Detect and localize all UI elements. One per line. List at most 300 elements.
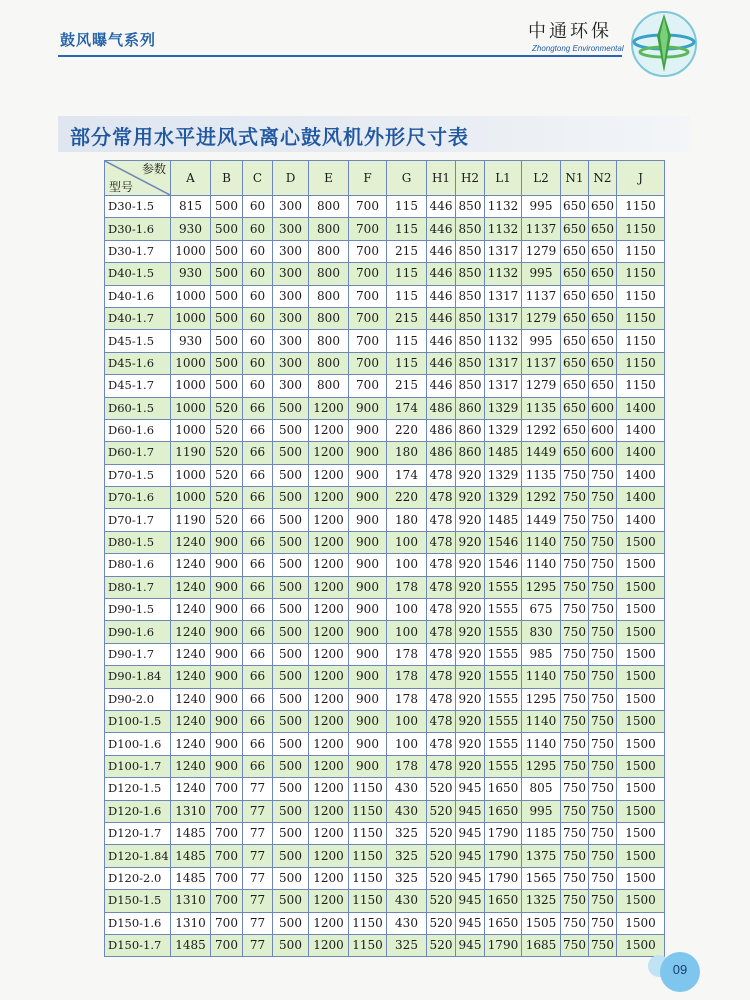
value-cell: 478: [427, 487, 456, 509]
value-cell: 1150: [617, 330, 665, 352]
value-cell: 66: [243, 419, 273, 441]
value-cell: 178: [387, 576, 427, 598]
value-cell: 1200: [309, 531, 349, 553]
value-cell: 1790: [485, 934, 522, 956]
value-cell: 650: [561, 240, 589, 262]
value-cell: 1150: [349, 867, 387, 889]
value-cell: 300: [273, 196, 309, 218]
value-cell: 520: [427, 822, 456, 844]
value-cell: 1295: [522, 688, 561, 710]
table-row: [105, 531, 665, 553]
value-cell: 1140: [522, 733, 561, 755]
model-cell: D60-1.5: [105, 397, 171, 419]
value-cell: 486: [427, 397, 456, 419]
value-cell: 900: [211, 531, 243, 553]
brand-name: 中通环保: [528, 21, 612, 42]
value-cell: 600: [589, 419, 617, 441]
value-cell: 650: [589, 285, 617, 307]
value-cell: 750: [561, 621, 589, 643]
value-cell: 945: [456, 890, 485, 912]
value-cell: 985: [522, 643, 561, 665]
model-cell: D30-1.5: [105, 196, 171, 218]
value-cell: 750: [561, 800, 589, 822]
value-cell: 900: [211, 666, 243, 688]
model-cell: D120-1.7: [105, 822, 171, 844]
table-row: [105, 554, 665, 576]
model-cell: D120-1.5: [105, 778, 171, 800]
value-cell: 1485: [171, 934, 211, 956]
value-cell: 1132: [485, 263, 522, 285]
value-cell: 750: [561, 643, 589, 665]
value-cell: 750: [561, 487, 589, 509]
value-cell: 520: [211, 487, 243, 509]
value-cell: 66: [243, 397, 273, 419]
value-cell: 800: [309, 285, 349, 307]
value-cell: 1000: [171, 240, 211, 262]
value-cell: 800: [309, 240, 349, 262]
value-cell: 1400: [617, 442, 665, 464]
value-cell: 650: [589, 196, 617, 218]
value-cell: 1200: [309, 397, 349, 419]
value-cell: 77: [243, 822, 273, 844]
value-cell: 700: [211, 800, 243, 822]
value-cell: 1150: [349, 800, 387, 822]
value-cell: 650: [561, 285, 589, 307]
value-cell: 945: [456, 912, 485, 934]
value-cell: 1200: [309, 710, 349, 732]
value-cell: 1295: [522, 576, 561, 598]
value-cell: 750: [589, 710, 617, 732]
value-cell: 300: [273, 307, 309, 329]
column-header: F: [349, 161, 387, 196]
value-cell: 446: [427, 240, 456, 262]
value-cell: 1292: [522, 419, 561, 441]
value-cell: 300: [273, 263, 309, 285]
value-cell: 430: [387, 800, 427, 822]
value-cell: 1200: [309, 487, 349, 509]
value-cell: 486: [427, 419, 456, 441]
value-cell: 500: [273, 599, 309, 621]
value-cell: 1240: [171, 755, 211, 777]
value-cell: 1000: [171, 397, 211, 419]
value-cell: 1505: [522, 912, 561, 934]
value-cell: 750: [589, 733, 617, 755]
value-cell: 850: [456, 263, 485, 285]
column-header: J: [617, 161, 665, 196]
value-cell: 1790: [485, 845, 522, 867]
value-cell: 1240: [171, 531, 211, 553]
value-cell: 1329: [485, 464, 522, 486]
value-cell: 900: [349, 554, 387, 576]
value-cell: 1137: [522, 352, 561, 374]
value-cell: 800: [309, 263, 349, 285]
model-cell: D150-1.5: [105, 890, 171, 912]
value-cell: 180: [387, 509, 427, 531]
value-cell: 500: [273, 710, 309, 732]
value-cell: 1150: [617, 263, 665, 285]
value-cell: 77: [243, 890, 273, 912]
table-row: [105, 666, 665, 688]
table-row: [105, 890, 665, 912]
value-cell: 178: [387, 688, 427, 710]
value-cell: 1500: [617, 845, 665, 867]
value-cell: 478: [427, 643, 456, 665]
value-cell: 930: [171, 218, 211, 240]
table-row: [105, 375, 665, 397]
model-cell: D80-1.6: [105, 554, 171, 576]
model-cell: D40-1.6: [105, 285, 171, 307]
value-cell: 1200: [309, 800, 349, 822]
value-cell: 520: [427, 845, 456, 867]
value-cell: 500: [211, 307, 243, 329]
value-cell: 650: [589, 263, 617, 285]
table-row: [105, 934, 665, 956]
value-cell: 325: [387, 934, 427, 956]
value-cell: 1325: [522, 890, 561, 912]
value-cell: 1449: [522, 442, 561, 464]
value-cell: 750: [561, 464, 589, 486]
value-cell: 1317: [485, 352, 522, 374]
value-cell: 900: [211, 755, 243, 777]
value-cell: 1546: [485, 531, 522, 553]
value-cell: 1500: [617, 800, 665, 822]
value-cell: 115: [387, 330, 427, 352]
model-cell: D120-1.84: [105, 845, 171, 867]
value-cell: 650: [561, 442, 589, 464]
value-cell: 750: [561, 755, 589, 777]
dimension-table: [104, 160, 665, 957]
value-cell: 900: [349, 733, 387, 755]
value-cell: 900: [349, 666, 387, 688]
value-cell: 650: [561, 218, 589, 240]
model-cell: D120-2.0: [105, 867, 171, 889]
value-cell: 100: [387, 710, 427, 732]
value-cell: 750: [589, 912, 617, 934]
value-cell: 900: [349, 755, 387, 777]
value-cell: 700: [211, 867, 243, 889]
value-cell: 178: [387, 666, 427, 688]
value-cell: 500: [211, 263, 243, 285]
value-cell: 650: [561, 263, 589, 285]
value-cell: 750: [589, 778, 617, 800]
value-cell: 850: [456, 375, 485, 397]
value-cell: 500: [273, 890, 309, 912]
section-title: 部分常用水平进风式离心鼓风机外形尺寸表: [70, 125, 469, 149]
table-row: [105, 464, 665, 486]
model-cell: D40-1.7: [105, 307, 171, 329]
value-cell: 700: [349, 263, 387, 285]
value-cell: 750: [589, 599, 617, 621]
value-cell: 995: [522, 800, 561, 822]
value-cell: 1500: [617, 778, 665, 800]
value-cell: 650: [561, 419, 589, 441]
value-cell: 1200: [309, 576, 349, 598]
value-cell: 900: [349, 419, 387, 441]
value-cell: 478: [427, 599, 456, 621]
value-cell: 77: [243, 845, 273, 867]
value-cell: 860: [456, 442, 485, 464]
value-cell: 1240: [171, 688, 211, 710]
value-cell: 900: [349, 621, 387, 643]
value-cell: 66: [243, 666, 273, 688]
model-cell: D150-1.6: [105, 912, 171, 934]
value-cell: 750: [561, 845, 589, 867]
value-cell: 478: [427, 576, 456, 598]
value-cell: 700: [349, 307, 387, 329]
value-cell: 1485: [485, 509, 522, 531]
value-cell: 1555: [485, 643, 522, 665]
value-cell: 750: [589, 688, 617, 710]
value-cell: 1279: [522, 307, 561, 329]
value-cell: 1000: [171, 419, 211, 441]
value-cell: 446: [427, 285, 456, 307]
value-cell: 650: [589, 330, 617, 352]
value-cell: 1200: [309, 755, 349, 777]
table-row: [105, 733, 665, 755]
value-cell: 1150: [617, 218, 665, 240]
value-cell: 750: [561, 666, 589, 688]
value-cell: 1200: [309, 643, 349, 665]
value-cell: 478: [427, 666, 456, 688]
value-cell: 60: [243, 263, 273, 285]
value-cell: 900: [211, 576, 243, 598]
value-cell: 650: [561, 196, 589, 218]
value-cell: 115: [387, 218, 427, 240]
company-logo-icon: [628, 8, 700, 80]
value-cell: 750: [589, 509, 617, 531]
value-cell: 920: [456, 621, 485, 643]
value-cell: 700: [349, 196, 387, 218]
value-cell: 700: [349, 285, 387, 307]
value-cell: 115: [387, 196, 427, 218]
value-cell: 500: [211, 330, 243, 352]
value-cell: 900: [211, 554, 243, 576]
table-row: [105, 599, 665, 621]
table-row: [105, 867, 665, 889]
value-cell: 446: [427, 375, 456, 397]
value-cell: 215: [387, 375, 427, 397]
value-cell: 478: [427, 621, 456, 643]
value-cell: 1329: [485, 419, 522, 441]
value-cell: 750: [561, 688, 589, 710]
value-cell: 700: [349, 352, 387, 374]
table-row: [105, 263, 665, 285]
value-cell: 1135: [522, 397, 561, 419]
value-cell: 520: [427, 778, 456, 800]
value-cell: 478: [427, 464, 456, 486]
table-header-row: [105, 161, 665, 196]
column-header: N1: [561, 161, 589, 196]
value-cell: 860: [456, 397, 485, 419]
value-cell: 300: [273, 240, 309, 262]
column-header: A: [171, 161, 211, 196]
value-cell: 66: [243, 688, 273, 710]
value-cell: 750: [589, 554, 617, 576]
value-cell: 1000: [171, 464, 211, 486]
table-row: [105, 330, 665, 352]
value-cell: 1565: [522, 867, 561, 889]
value-cell: 900: [211, 710, 243, 732]
value-cell: 1500: [617, 554, 665, 576]
value-cell: 920: [456, 464, 485, 486]
value-cell: 1555: [485, 599, 522, 621]
value-cell: 750: [561, 599, 589, 621]
model-cell: D100-1.7: [105, 755, 171, 777]
value-cell: 750: [589, 845, 617, 867]
value-cell: 100: [387, 599, 427, 621]
value-cell: 850: [456, 196, 485, 218]
value-cell: 478: [427, 733, 456, 755]
table-row: [105, 800, 665, 822]
value-cell: 945: [456, 845, 485, 867]
value-cell: 520: [211, 464, 243, 486]
model-cell: D45-1.5: [105, 330, 171, 352]
value-cell: 1132: [485, 196, 522, 218]
value-cell: 1200: [309, 912, 349, 934]
value-cell: 1140: [522, 554, 561, 576]
value-cell: 650: [589, 375, 617, 397]
value-cell: 1317: [485, 307, 522, 329]
value-cell: 478: [427, 688, 456, 710]
value-cell: 520: [427, 934, 456, 956]
value-cell: 220: [387, 487, 427, 509]
value-cell: 300: [273, 375, 309, 397]
value-cell: 650: [561, 330, 589, 352]
value-cell: 100: [387, 531, 427, 553]
value-cell: 900: [349, 509, 387, 531]
column-header: L1: [485, 161, 522, 196]
value-cell: 1200: [309, 599, 349, 621]
value-cell: 215: [387, 240, 427, 262]
model-cell: D120-1.6: [105, 800, 171, 822]
brand-subtitle: Zhongtong Environmental: [532, 44, 624, 53]
value-cell: 520: [427, 912, 456, 934]
table-row: [105, 419, 665, 441]
value-cell: 1555: [485, 666, 522, 688]
value-cell: 500: [211, 285, 243, 307]
value-cell: 1150: [617, 240, 665, 262]
value-cell: 700: [211, 822, 243, 844]
value-cell: 1500: [617, 643, 665, 665]
value-cell: 900: [349, 576, 387, 598]
value-cell: 1000: [171, 375, 211, 397]
value-cell: 1500: [617, 531, 665, 553]
table-row: [105, 778, 665, 800]
value-cell: 500: [273, 688, 309, 710]
value-cell: 650: [589, 218, 617, 240]
value-cell: 1240: [171, 599, 211, 621]
value-cell: 1200: [309, 867, 349, 889]
value-cell: 900: [349, 397, 387, 419]
value-cell: 700: [211, 845, 243, 867]
value-cell: 1240: [171, 643, 211, 665]
value-cell: 1240: [171, 576, 211, 598]
value-cell: 860: [456, 419, 485, 441]
value-cell: 995: [522, 263, 561, 285]
value-cell: 800: [309, 330, 349, 352]
value-cell: 1150: [349, 934, 387, 956]
model-cell: D70-1.7: [105, 509, 171, 531]
value-cell: 478: [427, 554, 456, 576]
corner-label-model: 型号: [109, 180, 134, 194]
value-cell: 900: [349, 599, 387, 621]
column-header: C: [243, 161, 273, 196]
column-header: L2: [522, 161, 561, 196]
value-cell: 600: [589, 442, 617, 464]
value-cell: 1200: [309, 890, 349, 912]
value-cell: 478: [427, 710, 456, 732]
value-cell: 1500: [617, 733, 665, 755]
value-cell: 430: [387, 778, 427, 800]
value-cell: 850: [456, 285, 485, 307]
value-cell: 920: [456, 554, 485, 576]
value-cell: 77: [243, 778, 273, 800]
value-cell: 1000: [171, 352, 211, 374]
value-cell: 700: [349, 240, 387, 262]
value-cell: 1150: [617, 375, 665, 397]
value-cell: 66: [243, 755, 273, 777]
value-cell: 750: [589, 531, 617, 553]
table-row: [105, 688, 665, 710]
table-row: [105, 442, 665, 464]
value-cell: 850: [456, 307, 485, 329]
value-cell: 1150: [349, 778, 387, 800]
value-cell: 945: [456, 800, 485, 822]
value-cell: 66: [243, 509, 273, 531]
value-cell: 446: [427, 352, 456, 374]
value-cell: 750: [589, 800, 617, 822]
value-cell: 800: [309, 196, 349, 218]
model-cell: D80-1.7: [105, 576, 171, 598]
value-cell: 1132: [485, 218, 522, 240]
value-cell: 920: [456, 688, 485, 710]
value-cell: 66: [243, 599, 273, 621]
value-cell: 1449: [522, 509, 561, 531]
model-cell: D30-1.6: [105, 218, 171, 240]
value-cell: 500: [211, 196, 243, 218]
value-cell: 500: [273, 822, 309, 844]
value-cell: 215: [387, 307, 427, 329]
value-cell: 1485: [171, 822, 211, 844]
value-cell: 750: [561, 912, 589, 934]
value-cell: 325: [387, 822, 427, 844]
value-cell: 77: [243, 912, 273, 934]
value-cell: 1200: [309, 419, 349, 441]
value-cell: 650: [561, 375, 589, 397]
value-cell: 1190: [171, 442, 211, 464]
value-cell: 945: [456, 822, 485, 844]
value-cell: 1500: [617, 688, 665, 710]
value-cell: 478: [427, 755, 456, 777]
value-cell: 500: [273, 778, 309, 800]
value-cell: 60: [243, 196, 273, 218]
value-cell: 66: [243, 733, 273, 755]
value-cell: 60: [243, 375, 273, 397]
table-row: [105, 643, 665, 665]
model-cell: D100-1.5: [105, 710, 171, 732]
value-cell: 1140: [522, 531, 561, 553]
value-cell: 500: [273, 643, 309, 665]
value-cell: 1400: [617, 509, 665, 531]
value-cell: 945: [456, 867, 485, 889]
value-cell: 60: [243, 307, 273, 329]
value-cell: 920: [456, 755, 485, 777]
table-row: [105, 487, 665, 509]
value-cell: 750: [561, 554, 589, 576]
value-cell: 174: [387, 397, 427, 419]
value-cell: 100: [387, 621, 427, 643]
value-cell: 300: [273, 285, 309, 307]
